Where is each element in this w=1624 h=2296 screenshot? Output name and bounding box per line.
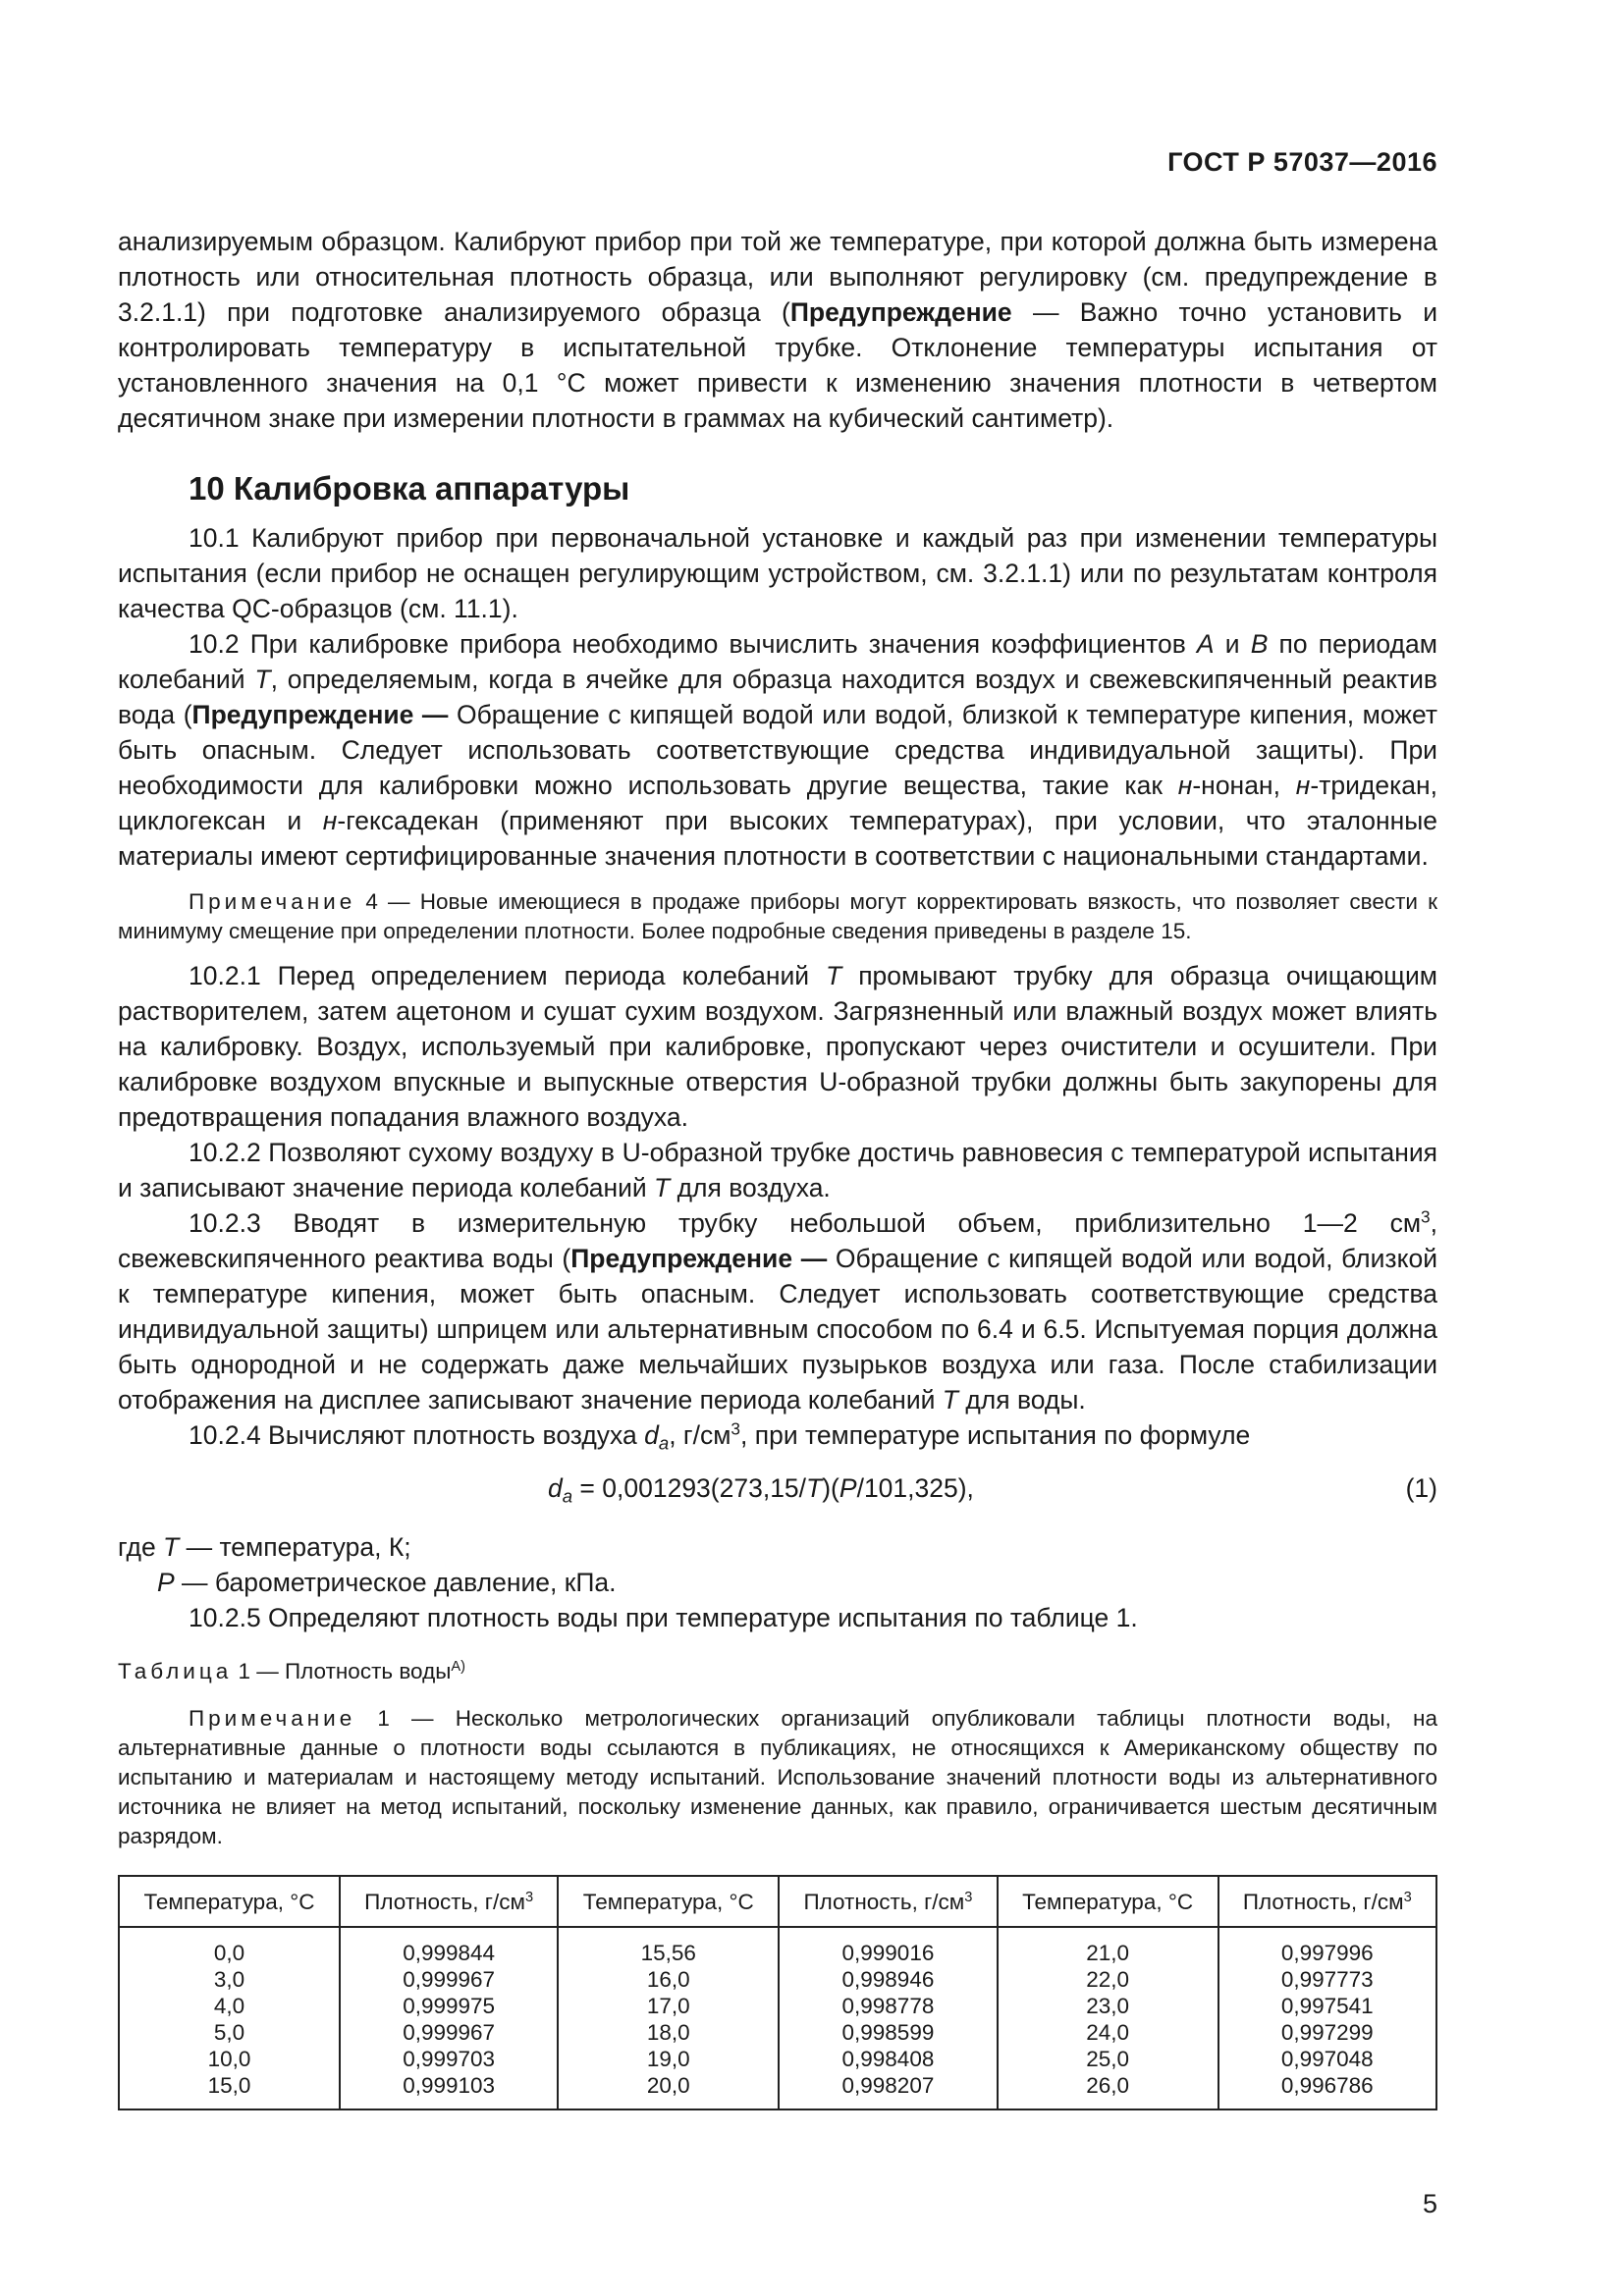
table-cell: 0,997996 <box>1218 1927 1436 1966</box>
table-row <box>119 2072 1436 2109</box>
header-density <box>779 1876 997 1927</box>
paragraph-10-2-3 <box>118 1205 1437 1417</box>
paragraph-10-2-2 <box>118 1135 1437 1205</box>
table-cell: 0,998599 <box>779 2019 997 2046</box>
table-header-row <box>119 1876 1436 1927</box>
text: Плотность, г/см <box>803 1889 965 1914</box>
prefix-n: н <box>1295 771 1311 800</box>
text: , при температуре испытания по формуле <box>740 1420 1251 1450</box>
table-cell: 16,0 <box>558 1966 779 1993</box>
symbol-p: P <box>157 1568 175 1597</box>
table-cell: 0,998408 <box>779 2046 997 2072</box>
table-cell: 0,996786 <box>1218 2072 1436 2109</box>
text: 10.2.1 Перед определением периода колебаний <box>189 961 827 990</box>
table-cell: 0,999967 <box>340 1966 558 1993</box>
table-cell: 19,0 <box>558 2046 779 2072</box>
text: и <box>1214 629 1251 659</box>
table-cell: 15,56 <box>558 1927 779 1966</box>
coef-b: B <box>1250 629 1269 659</box>
table-row <box>119 2046 1436 2072</box>
table-cell: 0,998207 <box>779 2072 997 2109</box>
symbol-t: T <box>942 1385 958 1415</box>
superscript: 3 <box>524 1889 534 1905</box>
table-cell: 0,999967 <box>340 2019 558 2046</box>
header-temperature: Температура, °С <box>119 1876 340 1927</box>
superscript: 3 <box>731 1418 740 1439</box>
table-cell: 0,0 <box>119 1927 340 1966</box>
table-cell: 17,0 <box>558 1993 779 2019</box>
text: -нонан, <box>1192 771 1296 800</box>
warning-label: Предупреждение — <box>570 1244 828 1273</box>
symbol-t: T <box>654 1173 671 1202</box>
text: 10.2 При калибровке прибора необходимо вычислить значения коэффициентов <box>189 629 1197 659</box>
formula <box>548 1470 974 1506</box>
text: = 0,001293(273,15/ <box>572 1473 807 1503</box>
table-cell: 0,999975 <box>340 1993 558 2019</box>
table-cell: 10,0 <box>119 2046 340 2072</box>
table-cell: 0,999016 <box>779 1927 997 1966</box>
text: 10.2.2 Позволяют сухому воздуху в U-образной трубке достичь равновесия с температурой испытания и записывают значение периода колебаний <box>118 1138 1437 1202</box>
table-cell: 5,0 <box>119 2019 340 2046</box>
table-cell: 20,0 <box>558 2072 779 2109</box>
text: где <box>118 1532 164 1562</box>
prefix-n: н <box>322 806 338 835</box>
table-cell: 0,998946 <box>779 1966 997 1993</box>
coef-a: A <box>1196 629 1215 659</box>
table-cell: 0,997299 <box>1218 2019 1436 2046</box>
prefix-n: н <box>1177 771 1193 800</box>
text: Обращение с кипящей водой или водой, близкой к температуре кипения, может быть опасным. Следует использовать соответствующие средства индивидуальной защиты) шприцем или альтернативным способом по 6.4 и 6.5. Испытуемая порция должна быть однородной и не содержать даже мельчайших пузырьков воздуха или газа. После стабилизации отображения на дисплее записывают значение периода колебаний <box>118 1244 1438 1415</box>
table-row <box>119 1993 1436 2019</box>
text: Плотность, г/см <box>364 1889 525 1914</box>
table-cell: 0,998778 <box>779 1993 997 2019</box>
page-number: 5 <box>1422 2189 1437 2218</box>
table-row <box>119 1927 1436 1966</box>
table-caption <box>118 1657 1437 1686</box>
warning-label: Предупреждение <box>789 297 1012 327</box>
text: , г/см <box>669 1420 731 1450</box>
section-heading: 10 Калибровка аппаратуры <box>189 470 630 507</box>
text: , свежевскипяченного реактива воды ( <box>118 1208 1437 1273</box>
symbol-d: d <box>644 1420 659 1450</box>
subscript-a: a <box>562 1485 573 1507</box>
text: -тридекан, циклогексан и <box>118 771 1437 835</box>
formula-line <box>118 1467 1437 1510</box>
superscript: 3 <box>964 1889 973 1905</box>
water-density-table <box>118 1875 1437 2110</box>
note-text: 1 — Несколько метрологических организаций опубликовали таблицы плотности воды, на альтернативные данные о плотности воды ссылаются в публикациях, не относящихся к Американскому обществу по испытанию и материалам и настоящему методу испытаний. Использование значений плотности воды из альтернативного источника не влияет на метод испытаний, поскольку изменение данных, как правило, ограничивается шестым десятичным разрядом. <box>118 1706 1437 1848</box>
text: /101,325), <box>856 1473 974 1503</box>
warning-label: Предупреждение — <box>191 700 449 729</box>
symbol-t: T <box>163 1532 180 1562</box>
superscript: 3 <box>1403 1889 1412 1905</box>
table-cell: 0,997773 <box>1218 1966 1436 1993</box>
text: Плотность, г/см <box>1242 1889 1404 1914</box>
text: для воды. <box>957 1385 1086 1415</box>
text: 10.2.3 Вводят в измерительную трубку небольшой объем, приблизительно 1—2 см <box>189 1208 1422 1238</box>
symbol-t: T <box>826 961 842 990</box>
text: , определяемым, когда в ячейке для образца находится воздух и свежевскипяченный реактив вода ( <box>118 665 1437 729</box>
table-note <box>118 1704 1437 1851</box>
table-row <box>119 2019 1436 2046</box>
symbol-t: T <box>254 665 271 694</box>
header-temperature: Температура, °С <box>558 1876 779 1927</box>
text: — барометрическое давление, кПа. <box>174 1568 617 1597</box>
table-cell: 21,0 <box>998 1927 1218 1966</box>
text: -гексадекан (применяют при высоких температурах), при условии, что эталонные материалы имеют сертифицированные значения плотности в соответствии с национальными стандартами. <box>118 806 1437 871</box>
table-cell: 0,999703 <box>340 2046 558 2072</box>
text: )( <box>822 1473 839 1503</box>
intro-text: анализируемым образцом. Калибруют прибор при той же температуре, при которой должна быть измерена плотность или относительная плотность образца, или выполняют регулировку (см. предупреждение в 3.2.1.1) при подготовке анализируемого образца ( <box>118 227 1437 327</box>
paragraph-10-2-4 <box>118 1417 1437 1453</box>
text: для воздуха. <box>670 1173 831 1202</box>
table-cell: 4,0 <box>119 1993 340 2019</box>
table-cell: 0,997048 <box>1218 2046 1436 2072</box>
note-label: Примечание <box>189 1706 356 1731</box>
note-text: 4 — Новые имеющиеся в продаже приборы могут корректировать вязкость, что позволяет свести к минимуму смещение при определении плотности. Более подробные сведения приведены в разделе 15. <box>118 889 1437 943</box>
header-density <box>340 1876 558 1927</box>
table-cell: 22,0 <box>998 1966 1218 1993</box>
text: по периодам колебаний <box>118 629 1437 694</box>
note-4 <box>118 887 1437 946</box>
caption-label: Таблица <box>118 1659 233 1683</box>
table-cell: 18,0 <box>558 2019 779 2046</box>
table-row <box>119 1966 1436 1993</box>
table-cell: 25,0 <box>998 2046 1218 2072</box>
where-p <box>118 1565 1437 1600</box>
text: 10.2.4 Вычисляют плотность воздуха <box>189 1420 645 1450</box>
table-cell: 0,997541 <box>1218 1993 1436 2019</box>
intro-paragraph <box>118 224 1437 436</box>
symbol-d: d <box>548 1473 563 1503</box>
paragraph-10-2-5: 10.2.5 Определяют плотность воды при температуре испытания по таблице 1. <box>189 1603 1138 1632</box>
paragraph-10-2 <box>118 626 1437 874</box>
table-cell: 0,999103 <box>340 2072 558 2109</box>
table-cell: 0,999844 <box>340 1927 558 1966</box>
table-cell: 15,0 <box>119 2072 340 2109</box>
symbol-t: T <box>806 1473 823 1503</box>
paragraph-10-1: 10.1 Калибруют прибор при первоначальной установке и каждый раз при изменении температуры испытания (если прибор не оснащен регулирующим устройством, см. 3.2.1.1) или по результатам контроля качества QC-образцов (см. 11.1). <box>118 523 1437 623</box>
text: промывают трубку для образца очищающим растворителем, затем ацетоном и сушат сухим воздухом. Загрязненный или влажный воздух может влиять на калибровку. Воздух, используемый при калибровке, пропускают через очистители и осушители. При калибровке воздухом впускные и выпускные отверстия U-образной трубки должны быть закупорены для предотвращения попадания влажного воздуха. <box>118 961 1437 1132</box>
text: — температура, К; <box>179 1532 411 1562</box>
table-cell: 23,0 <box>998 1993 1218 2019</box>
subscript-a: a <box>658 1432 670 1454</box>
formula-number: (1) <box>1405 1473 1437 1503</box>
page-content <box>118 224 1437 2110</box>
standard-designation: ГОСТ Р 57037—2016 <box>1167 147 1437 177</box>
table-cell: 24,0 <box>998 2019 1218 2046</box>
header-temperature: Температура, °С <box>998 1876 1218 1927</box>
header-density <box>1218 1876 1436 1927</box>
superscript: 3 <box>1421 1206 1431 1227</box>
caption-text: 1 — Плотность воды <box>232 1659 452 1683</box>
paragraph-10-2-1 <box>118 958 1437 1135</box>
table-cell: 3,0 <box>119 1966 340 1993</box>
table-cell: 26,0 <box>998 2072 1218 2109</box>
footnote-mark: A) <box>451 1658 465 1675</box>
symbol-p: P <box>839 1473 857 1503</box>
intro-text-end: — Важно точно установить и контролировать температуру в испытательной трубке. Отклонение температуры испытания от установленного значения на 0,1 °С может привести к изменению значения плотности в четвертом десятичном знаке при измерении плотности в граммах на кубический сантиметр). <box>118 297 1437 433</box>
text: Обращение с кипящей водой или водой, близкой к температуре кипения, может быть опасным. Следует использовать соответствующие средства индивидуальной защиты). При необходимости для калибровки можно использовать другие вещества, такие как <box>118 700 1438 800</box>
where-t <box>118 1529 1437 1565</box>
note-label: Примечание <box>189 889 356 914</box>
